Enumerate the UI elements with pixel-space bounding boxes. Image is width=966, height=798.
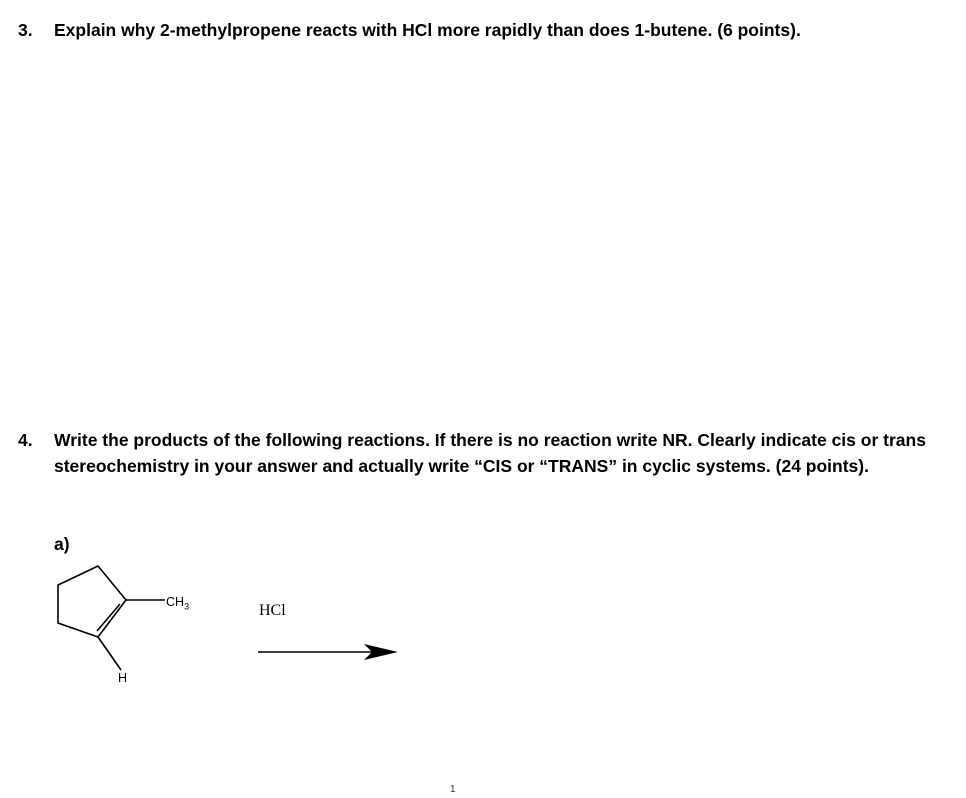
question-3-number: 3. [18, 20, 33, 40]
reagent-label: HCl [259, 602, 286, 619]
question-4-number: 4. [18, 430, 33, 450]
methyl-label [166, 595, 189, 612]
question-3-text: Explain why 2-methylpropene reacts with HCl more rapidly than does 1-butene. (6 points). [54, 20, 801, 40]
cyclopentene-ring [58, 566, 126, 637]
hydrogen-bond [98, 637, 121, 670]
methyl-subscript: 3 [184, 601, 190, 612]
hydrogen-label: H [118, 671, 128, 685]
double-bond-line [97, 604, 120, 631]
page-number: 1 [450, 784, 456, 795]
question-4-text: Write the products of the following reactions. If there is no reaction write NR. Clearly indicate cis or trans stereochemistry in your answer and actually write “CIS or “TRANS” in cyclic systems. (24 points). [54, 430, 926, 476]
methyl-text: CH [166, 595, 185, 609]
part-a-label: a) [54, 534, 70, 554]
